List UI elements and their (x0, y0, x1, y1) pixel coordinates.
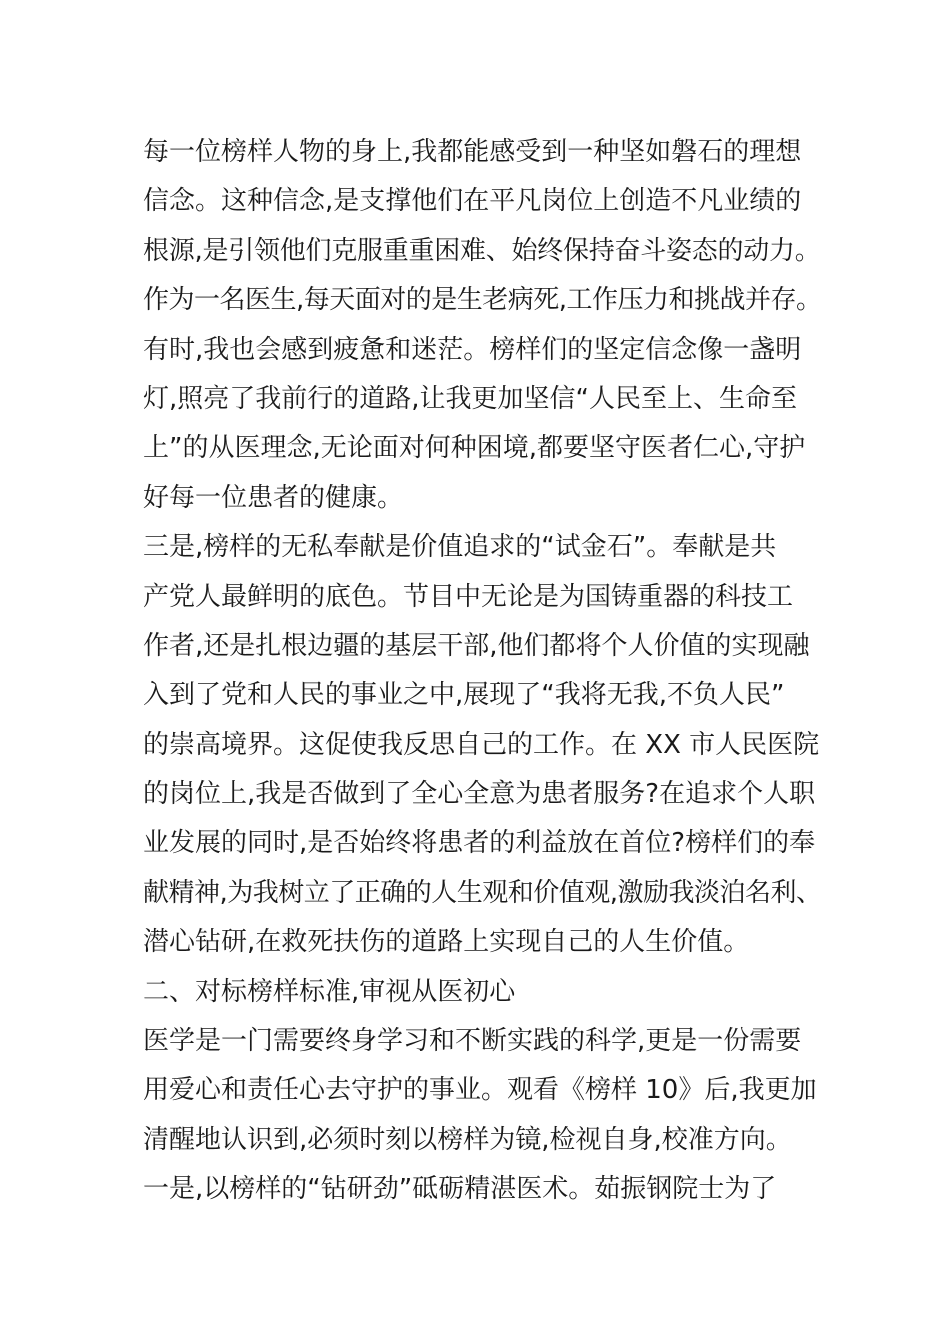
text-line: 用爱心和责任心去守护的事业。观看《榜样 10》后,我更加 (143, 1075, 817, 1106)
text-line: 业发展的同时,是否始终将患者的利益放在首位?榜样们的奉 (143, 828, 816, 859)
text-line: 作者,还是扎根边疆的基层干部,他们都将个人价值的实现融 (143, 630, 810, 661)
text-line: 医学是一门需要终身学习和不断实践的科学,更是一份需要 (143, 1026, 802, 1057)
document-body (143, 128, 823, 1215)
text-line: 的崇高境界。这促使我反思自己的工作。在 XX 市人民医院 (143, 729, 820, 760)
text-line: 根源,是引领他们克服重重困难、始终保持奋斗姿态的动力。 (143, 235, 821, 266)
text-line: 信念。这种信念,是支撑他们在平凡岗位上创造不凡业绩的 (143, 186, 802, 217)
text-line: 三是,榜样的无私奉献是价值追求的“试金石”。奉献是共 (143, 532, 777, 563)
text-line: 灯,照亮了我前行的道路,让我更加坚信“人民至上、生命至 (143, 383, 797, 414)
section-heading: 二、对标榜样标准,审视从医初心 (143, 976, 516, 1007)
text-line: 献精神,为我树立了正确的人生观和价值观,激励我淡泊名利、 (143, 877, 822, 908)
text-line: 潜心钻研,在救死扶伤的道路上实现自己的人生价值。 (143, 927, 750, 958)
text-line: 一是,以榜样的“钻研劲”砥砺精湛医术。茹振钢院士为了 (143, 1174, 777, 1205)
text-line: 作为一名医生,每天面对的是生老病死,工作压力和挑战并存。 (143, 285, 822, 316)
text-line: 上”的从医理念,无论面对何种困境,都要坚守医者仁心,守护 (143, 433, 806, 464)
text-line: 清醒地认识到,必须时刻以榜样为镜,检视自身,校准方向。 (143, 1124, 792, 1155)
text-line: 产党人最鲜明的底色。节目中无论是为国铸重器的科技工 (143, 581, 794, 612)
text-line: 每一位榜样人物的身上,我都能感受到一种坚如磐石的理想 (143, 137, 802, 167)
text-line: 好每一位患者的健康。 (143, 482, 404, 513)
text-line: 入到了党和人民的事业之中,展现了“我将无我,不负人民” (143, 680, 785, 711)
text-line: 有时,我也会感到疲惫和迷茫。榜样们的坚定信念像一盏明 (143, 334, 802, 365)
text-line: 的岗位上,我是否做到了全心全意为患者服务?在追求个人职 (143, 779, 816, 810)
